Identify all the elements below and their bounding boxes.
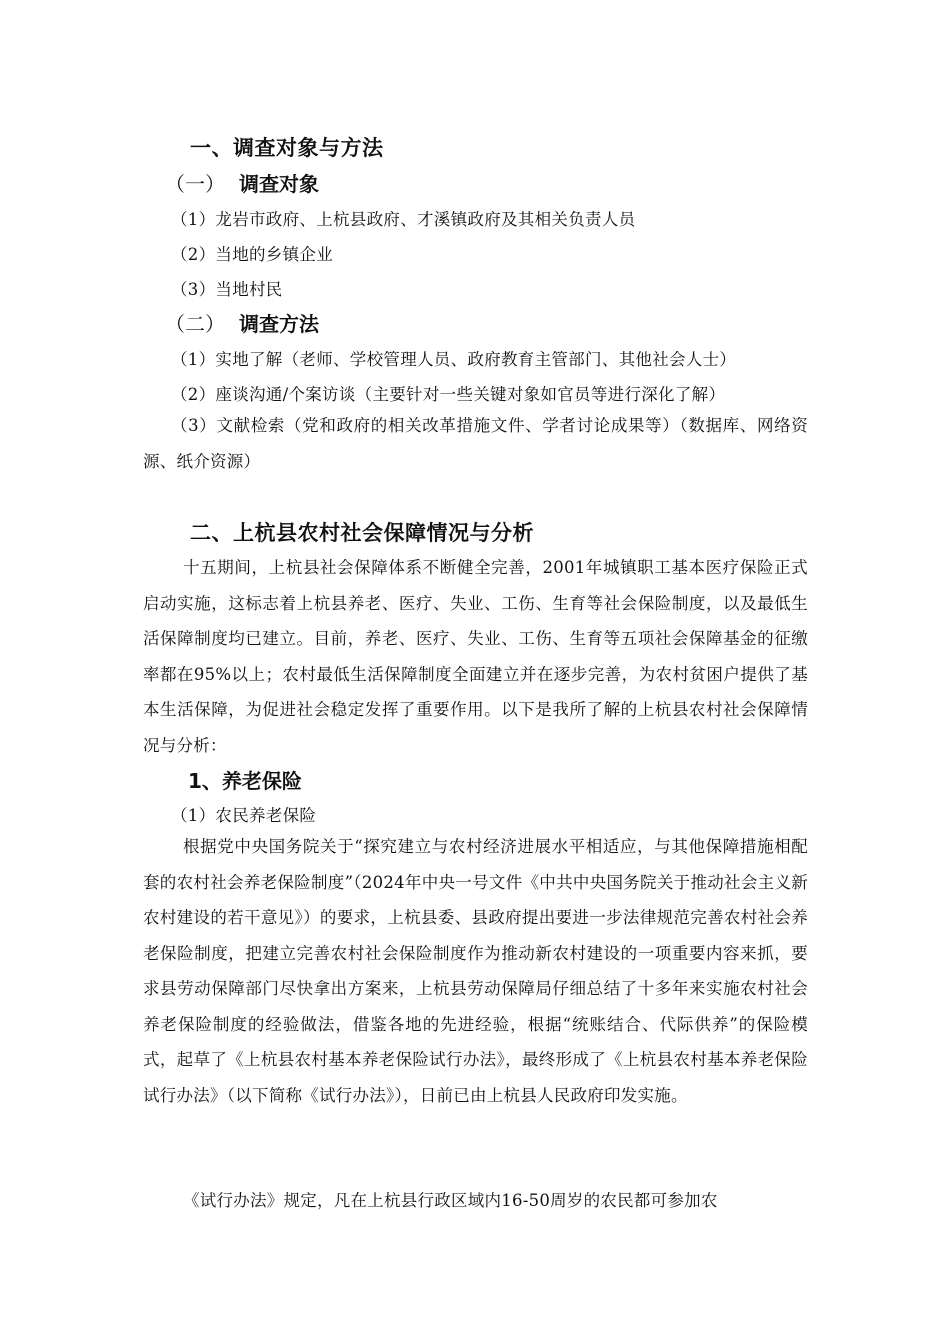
list-item: （1）龙岩市政府、上杭县政府、才溪镇政府及其相关负责人员 [171,210,636,229]
intro-paragraph: 十五期间，上杭县社会保障体系不断健全完善，2001年城镇职工基本医疗保险正式启动实施，这标志着上杭县养老、医疗、失业、工伤、生育等社会保险制度，以及最低生活保障制度均已建立。目前，养老、医疗、失业、工伤、生育等五项社会保障基金的征缴率都在95%以上；农村最低生活保障制度全面建立并在逐步完善，为农村贫困户提供了基本生活保障，为促进社会稳定发挥了重要作用。以下是我所了解的上杭县农村社会保障情况与分析： [143,558,808,755]
list-item: （1）农民养老保险 [171,806,317,825]
subsection-number: （二） [165,312,225,336]
subsection-title: 调查对象 [239,172,319,196]
body-paragraph: 根据党中央国务院关于“探究建立与农村经济进展水平相适应，与其他保障措施相配套的农村社会养老保险制度”（2024年中央一号文件《中共中央国务院关于推动社会主义新农村建设的若干意见》）的要求，上杭县委、县政府提出要进一步法律规范完善农村社会养老保险制度，把建立完善农村社会保险制度作为推动新农村建设的一项重要内容来抓，要求县劳动保障部门尽快拿出方案来，上杭县劳动保障局仔细总结了十多年来实施农村社会养老保险制度的经验做法，借鉴各地的先进经验，根据“统账结合、代际供养”的保险模式，起草了《上杭县农村基本养老保险试行办法》，最终形成了《上杭县农村基本养老保险试行办法》（以下简称《试行办法》），日前已由上杭县人民政府印发实施。 [143,837,808,1105]
subsection-title: 调查方法 [239,312,319,336]
body-paragraph: 《试行办法》规定，凡在上杭县行政区域内16-50周岁的农民都可参加农 [183,1191,718,1210]
subsection-heading-survey-methods [165,308,319,337]
subheading-pension: 1、养老保险 [188,769,302,793]
subsection-number: （一） [165,172,225,196]
section2-heading: 二、上杭县农村社会保障情况与分析 [190,521,534,545]
list-item: （1）实地了解（老师、学校管理人员、政府教育主管部门、其他社会人士） [171,350,737,369]
subsection-heading-survey-objects [165,168,319,197]
list-item-literature: （3）文献检索（党和政府的相关改革措施文件、学者讨论成果等）（数据库、网络资源、纸介资源） [143,416,808,471]
list-item: （2）座谈沟通/个案访谈（主要针对一些关键对象如官员等进行深化了解） [171,385,726,404]
list-item: （3）当地村民 [171,280,283,299]
section1-heading: 一、调查对象与方法 [190,136,384,160]
list-item: （2）当地的乡镇企业 [171,245,333,264]
